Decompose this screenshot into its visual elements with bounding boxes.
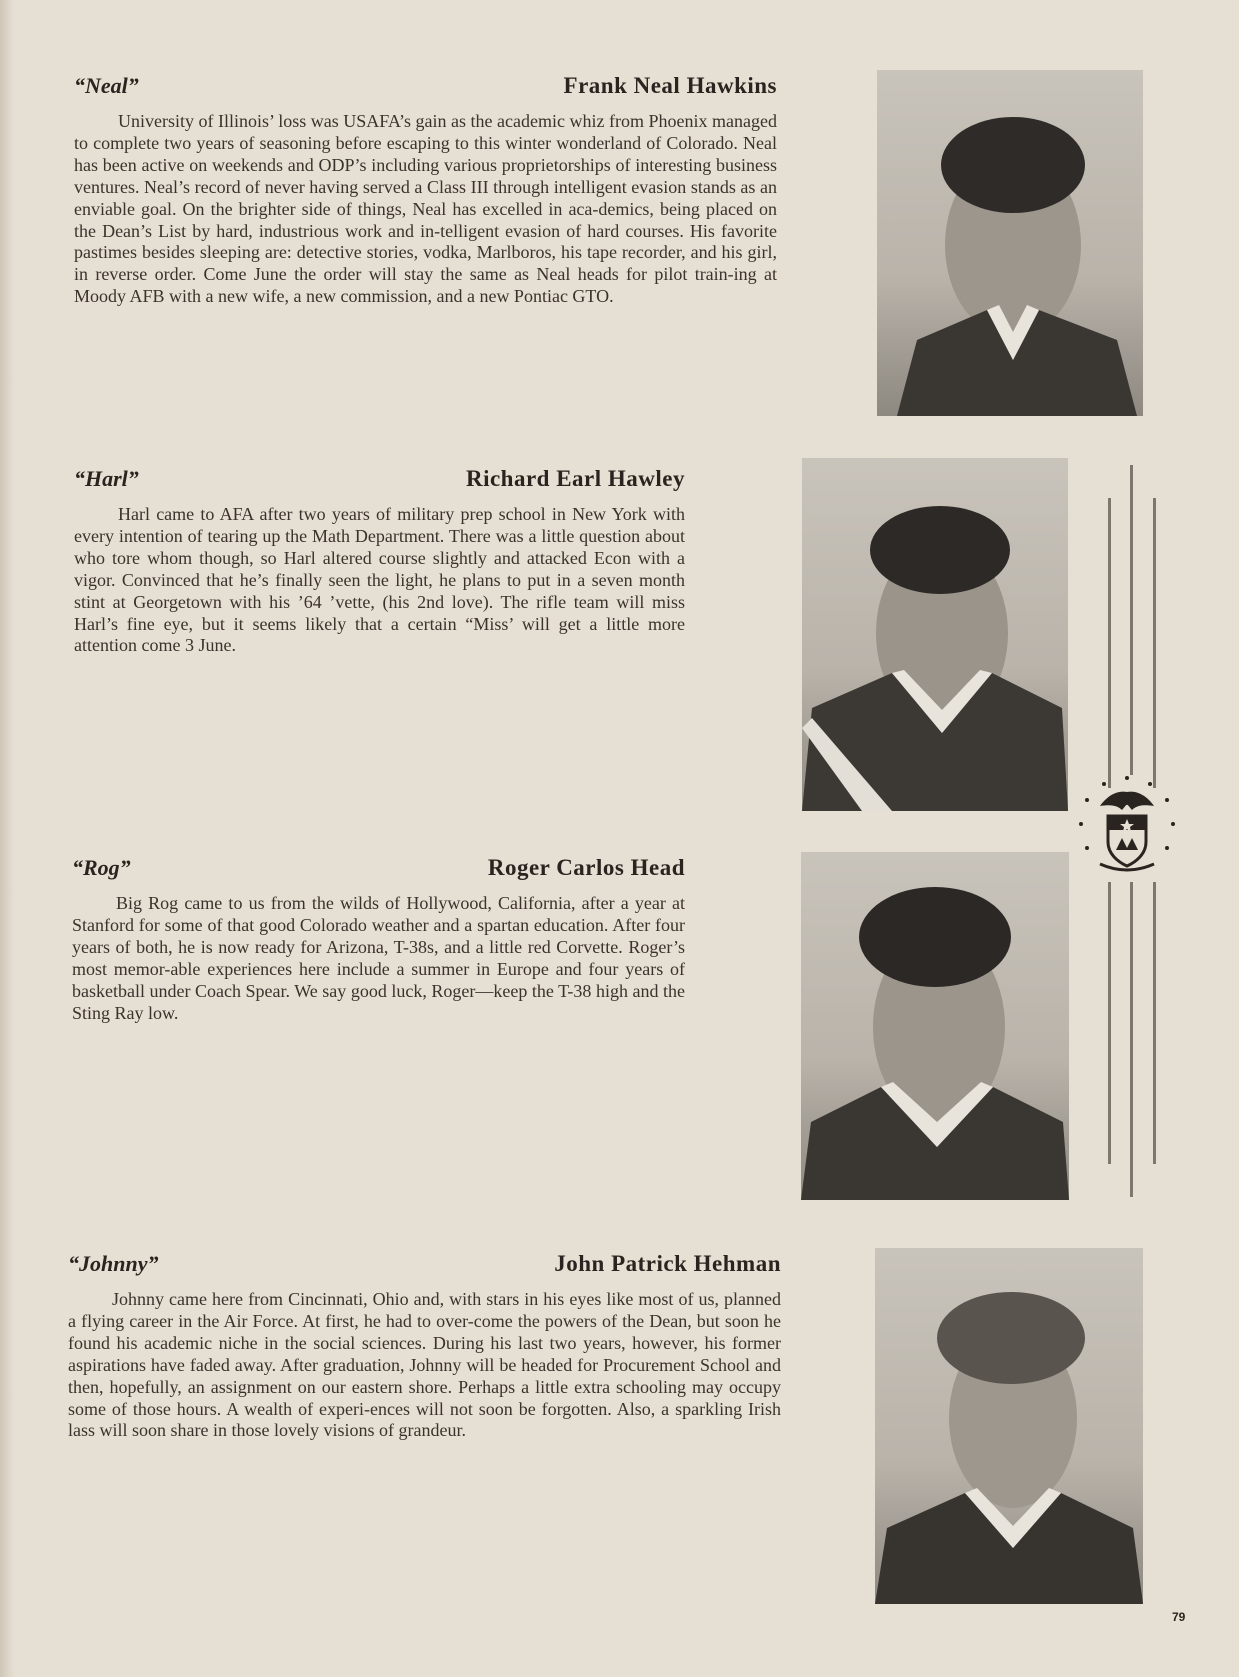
- entry-hawley: [74, 466, 685, 657]
- page-number: 79: [1172, 1610, 1186, 1624]
- decorative-line: [1108, 882, 1111, 1164]
- portrait-photo-head: [801, 852, 1069, 1200]
- decorative-line: [1130, 465, 1133, 775]
- nickname: “Neal”: [74, 73, 139, 98]
- entry-header: [72, 855, 685, 885]
- full-name: Frank Neal Hawkins: [563, 73, 777, 98]
- decorative-line: [1153, 882, 1156, 1164]
- entry-header: [74, 466, 685, 496]
- page-edge: [0, 0, 14, 1677]
- decorative-line: [1153, 498, 1156, 788]
- decorative-line: [1108, 498, 1111, 788]
- portrait-photo-hawley: [802, 458, 1068, 811]
- entry-header: [74, 73, 777, 103]
- academy-crest-icon: [1072, 772, 1182, 882]
- entry-head: [72, 855, 685, 1024]
- entry-hawkins: [74, 73, 777, 308]
- entry-header: [68, 1251, 781, 1281]
- decorative-line: [1130, 882, 1133, 1197]
- entry-hehman: [68, 1251, 781, 1442]
- biography: University of Illinois’ loss was USAFA’s gain as the academic whiz from Phoenix managed to complete two years of seasoning before escaping to this winter wonderland of Colorado. Neal has been active on weekends and ODP’s including various proprietorships of interesting business ventures. Neal’s record of never having served a Class III through intelligent evasion stands as an enviable goal. On the brighter side of things, Neal has excelled in aca-demics, being placed on the Dean’s List by hard, industrious work and in-telligent evasion of hard courses. His favorite pastimes besides sleeping are: detective stories, vodka, Marlboros, his tape recorder, and his girl, in reverse order. Come June the order will stay the same as Neal heads for pilot train-ing at Moody AFB with a new wife, a new commission, and a new Pontiac GTO.: [74, 111, 777, 307]
- portrait-photo-hehman: [875, 1248, 1143, 1604]
- full-name: John Patrick Hehman: [554, 1251, 781, 1276]
- biography: Johnny came here from Cincinnati, Ohio and, with stars in his eyes like most of us, planned a flying career in the Air Force. At first, he had to over-come the powers of the Dean, but soon he found his academic niche in the social sciences. During his last two years, however, his former aspirations have faded away. After graduation, Johnny will be headed for Procurement School and then, hopefully, an assignment on our eastern shore. Perhaps a little extra schooling may occupy some of those hours. A wealth of experi-ences will not soon be forgotten. Also, a sparkling Irish lass will soon share in those lovely visions of grandeur.: [68, 1289, 781, 1441]
- biography: Harl came to AFA after two years of military prep school in New York with every intention of tearing up the Math Department. There was a little question about who tore whom though, so Harl altered course slightly and attacked Econ with a vigor. Convinced that he’s finally seen the light, he plans to put in a seven month stint at Georgetown with his ’64 ’vette, (his 2nd love). The rifle team will miss Harl’s fine eye, but it seems likely that a certain “Miss’ will get a little more attention come 3 June.: [74, 504, 685, 656]
- full-name: Richard Earl Hawley: [465, 466, 685, 491]
- nickname: “Harl”: [74, 466, 139, 491]
- nickname: “Rog”: [72, 855, 131, 880]
- biography: Big Rog came to us from the wilds of Hollywood, California, after a year at Stanford for some of that good Colorado weather and a spartan education. After four years of both, he is now ready for Arizona, T-38s, and a little red Corvette. Roger’s most memor-able experiences here include a summer in Europe and four years of basketball under Coach Spear. We say good luck, Roger—keep the T-38 high and the Sting Ray low.: [72, 893, 685, 1023]
- nickname: “Johnny”: [68, 1251, 159, 1276]
- portrait-photo-hawkins: [877, 70, 1143, 416]
- full-name: Roger Carlos Head: [487, 855, 685, 880]
